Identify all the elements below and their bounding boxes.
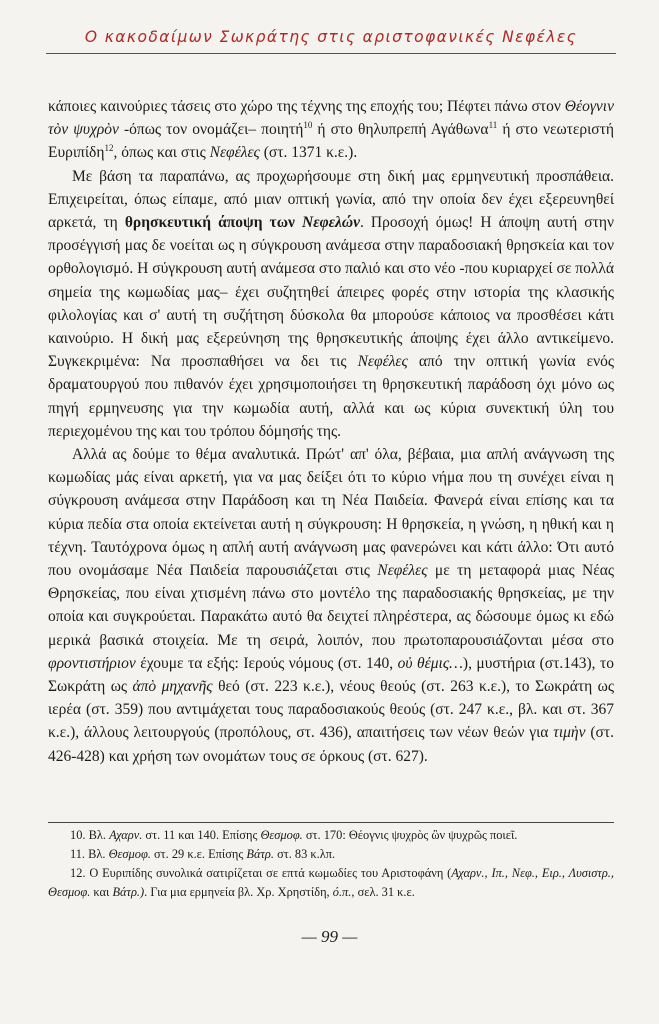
header-title-emphasis: Νεφέλες bbox=[502, 28, 578, 46]
running-header-title bbox=[46, 28, 616, 46]
text-run: 10. Βλ. bbox=[70, 828, 110, 842]
text-run: έχουμε τα εξής: Ιερούς νόμους (στ. 140, bbox=[135, 654, 398, 672]
paragraph-1 bbox=[48, 95, 614, 165]
italic-abbrev: Βάτρ.) bbox=[112, 885, 145, 899]
text-run: ή στο νεωτεριστή Ευριπίδη bbox=[48, 121, 614, 162]
italic-abbrev: Αχαρν. bbox=[109, 828, 143, 842]
italic-quote: Θέογνιν τὸν ψυχρὸν bbox=[48, 98, 614, 139]
running-header bbox=[46, 28, 616, 54]
text-run: , σελ. 31 κ.ε. bbox=[351, 885, 415, 899]
text-run: . Για μια ερμηνεία βλ. Χρ. Χρηστίδη, bbox=[144, 885, 333, 899]
italic-quote: οὐ θέμις… bbox=[397, 654, 463, 672]
italic-abbrev: Θεσμοφ. bbox=[108, 847, 151, 861]
paragraph-3 bbox=[48, 443, 614, 768]
italic-term: φροντιστήριον bbox=[48, 654, 136, 672]
text-run: ), μυστήρια (στ.143), το Σωκράτη ως bbox=[48, 654, 615, 696]
text-run: . Προσοχή όμως! Η άποψη αυτή στην προσέγγισή μας δε νοείται ως η σύγκρουση ανάμεσα στην παραδοσιακή θρησκεία και τον ορθολογισμό. Η σύγκρουση αυτή ανάμεσα στο παλιό και στο νέο -που κυριαρχεί σε πολλά σημεία της κωμωδίας μας– έχει συζητηθεί άπειρες φορές στην ιστορία της κλασικής φιλολογίας και σ' αυτή τη συζήτηση δύσκολα θα μπορούσε κάποιος να προσθέσει κάτι καινούριο. Η δική μας εξερεύνηση της θρησκευτικής άποψης έχει άλλο αντικείμενο. Συγκεκριμένα: Να προσπαθήσει να δει τις bbox=[48, 214, 615, 371]
footnote-12 bbox=[48, 864, 614, 902]
header-rule bbox=[46, 53, 616, 54]
footnote-ref-12[interactable]: 12 bbox=[104, 143, 114, 154]
text-run: (στ. 1371 κ.ε.). bbox=[259, 144, 358, 162]
footnote-10 bbox=[48, 826, 614, 845]
text-run: στ. 29 κ.ε. Επίσης bbox=[150, 847, 247, 861]
text-run: Με βάση τα παραπάνω, ας προχωρήσουμε στη δική μας ερμηνευτική προσπάθεια. Επιχειρείται, όπως είπαμε, από μιαν οπτική γωνία, από την οποία δεν έχει εξερευνηθεί αρκετά, τη bbox=[48, 167, 614, 232]
bold-italic-title: Νεφελών bbox=[302, 214, 360, 232]
text-run: κάποιες καινούριες τάσεις στο χώρο της τέχνης της εποχής του; Πέφτει πάνω στον bbox=[48, 98, 565, 115]
text-run: 11. Βλ. bbox=[70, 847, 109, 861]
italic-title: Νεφέλες bbox=[357, 353, 408, 371]
body-text bbox=[48, 95, 614, 768]
footnotes bbox=[48, 822, 614, 902]
footnote-ref-11[interactable]: 11 bbox=[488, 120, 498, 131]
text-run: (στ. 426-428) και χρήση των ονομάτων τους σε όρκους (στ. 627). bbox=[48, 724, 614, 765]
text-run: στ. 170: Θέογνις ψυχρὸς ὢν ψυχρῶς ποιεῖ. bbox=[302, 828, 518, 842]
text-run: με τη μεταφορά μιας Νέας Θρησκείας, που είναι χτισμένη πάνω στο μοντέλο της παραδοσιακής θρησκείας, με την οποία και συγκρούεται. Παρακάτω αυτό θα δειχτεί πληρέστερα, ας δώσουμε όμως κι εδώ μερικά βασικά στοιχεία. Με τη σειρά, λοιπόν, που πρωτοπαρουσιάζονται μέσα στο bbox=[48, 562, 614, 649]
italic-abbrev: Αχαρν., Ιπ., Νεφ., Ειρ., Λυσιστρ., Θεσμοφ. bbox=[48, 866, 614, 899]
paragraph-2 bbox=[48, 165, 614, 443]
text-run: και bbox=[90, 885, 113, 899]
italic-title: Νεφέλες bbox=[209, 144, 260, 162]
text-run: 12. Ο Ευριπίδης συνολικά σατιρίζεται σε επτά κωμωδίες του Αριστοφάνη ( bbox=[70, 866, 452, 880]
text-run: στ. 83 κ.λπ. bbox=[273, 847, 336, 861]
italic-title: Νεφέλες bbox=[377, 562, 428, 580]
text-run: από την οπτική γωνία ενός δραματουργού που πιθανόν έχει χρησιμοποιήσει τη θρησκευτική παράδοση όχι μόνο ως πηγή ερμηνευσης για την κωμωδία αυτή, αλλά και ως κύρια συνεκτική ύλη του περιεχομένου της και του τρόπου δόμησής της. bbox=[48, 353, 615, 440]
text-run: ή στο θηλυπρεπή Αγάθωνα bbox=[312, 121, 489, 139]
italic-abbrev: Θεσμοφ. bbox=[260, 828, 303, 842]
text-run: θεό (στ. 223 κ.ε.), νέους θεούς (στ. 263 κ.ε.), το Σωκράτη ως ιερέα (στ. 359) που αντιμάχεται τους παραδοσιακούς θεούς (στ. 247 κ.ε., βλ. και στ. 367 κ.ε.), άλλους λειτουργούς (προπόλους, στ. 436), απαιτήσεις των νέων θεών για bbox=[48, 678, 615, 742]
italic-abbrev: Βάτρ. bbox=[246, 847, 274, 861]
text-run: , όπως και στις bbox=[113, 144, 210, 162]
header-title-prefix: Ο κακοδαίμων Σωκράτης στις αριστοφανικές bbox=[84, 28, 503, 46]
footnote-ref-10[interactable]: 10 bbox=[303, 120, 313, 131]
text-run: -όπως τον ονομάζει– ποιητή bbox=[118, 121, 304, 139]
text-run: Αλλά ας δούμε το θέμα αναλυτικά. Πρώτ' απ' όλα, βέβαια, μια απλή ανάγνωση της κωμωδίας μάς είναι αρκετή, για να μας δείξει ότι το κύριο νήμα που τη συνέχει είναι η σύγκρουση ανάμεσα στην Παράδοση και τη Νέα Παιδεία. Φανερά είναι επίσης και τα κύρια πεδία στα οποία εκτείνεται αυτή η σύγκρουση: Η θρησκεία, η γνώση, η ηθική και η τέχνη. Ταυτόχρονα όμως η απλή αυτή ανάγνωση μας φανερώνει και κάτι άλλο: Ότι αυτό που ονομάσαμε Νέα Παιδεία παρουσιάζεται στις bbox=[48, 446, 614, 580]
italic-quote: ἀπὸ μηχανῆς bbox=[132, 678, 213, 696]
italic-abbrev: ό.π. bbox=[332, 885, 352, 899]
footnote-11 bbox=[48, 845, 614, 864]
page-number: — 99 — bbox=[301, 927, 358, 946]
bold-phrase: θρησκευτική άποψη των bbox=[124, 214, 303, 232]
italic-quote: τιμὴν bbox=[553, 724, 586, 742]
footnote-rule bbox=[48, 822, 614, 823]
text-run: στ. 11 και 140. Επίσης bbox=[142, 828, 261, 842]
